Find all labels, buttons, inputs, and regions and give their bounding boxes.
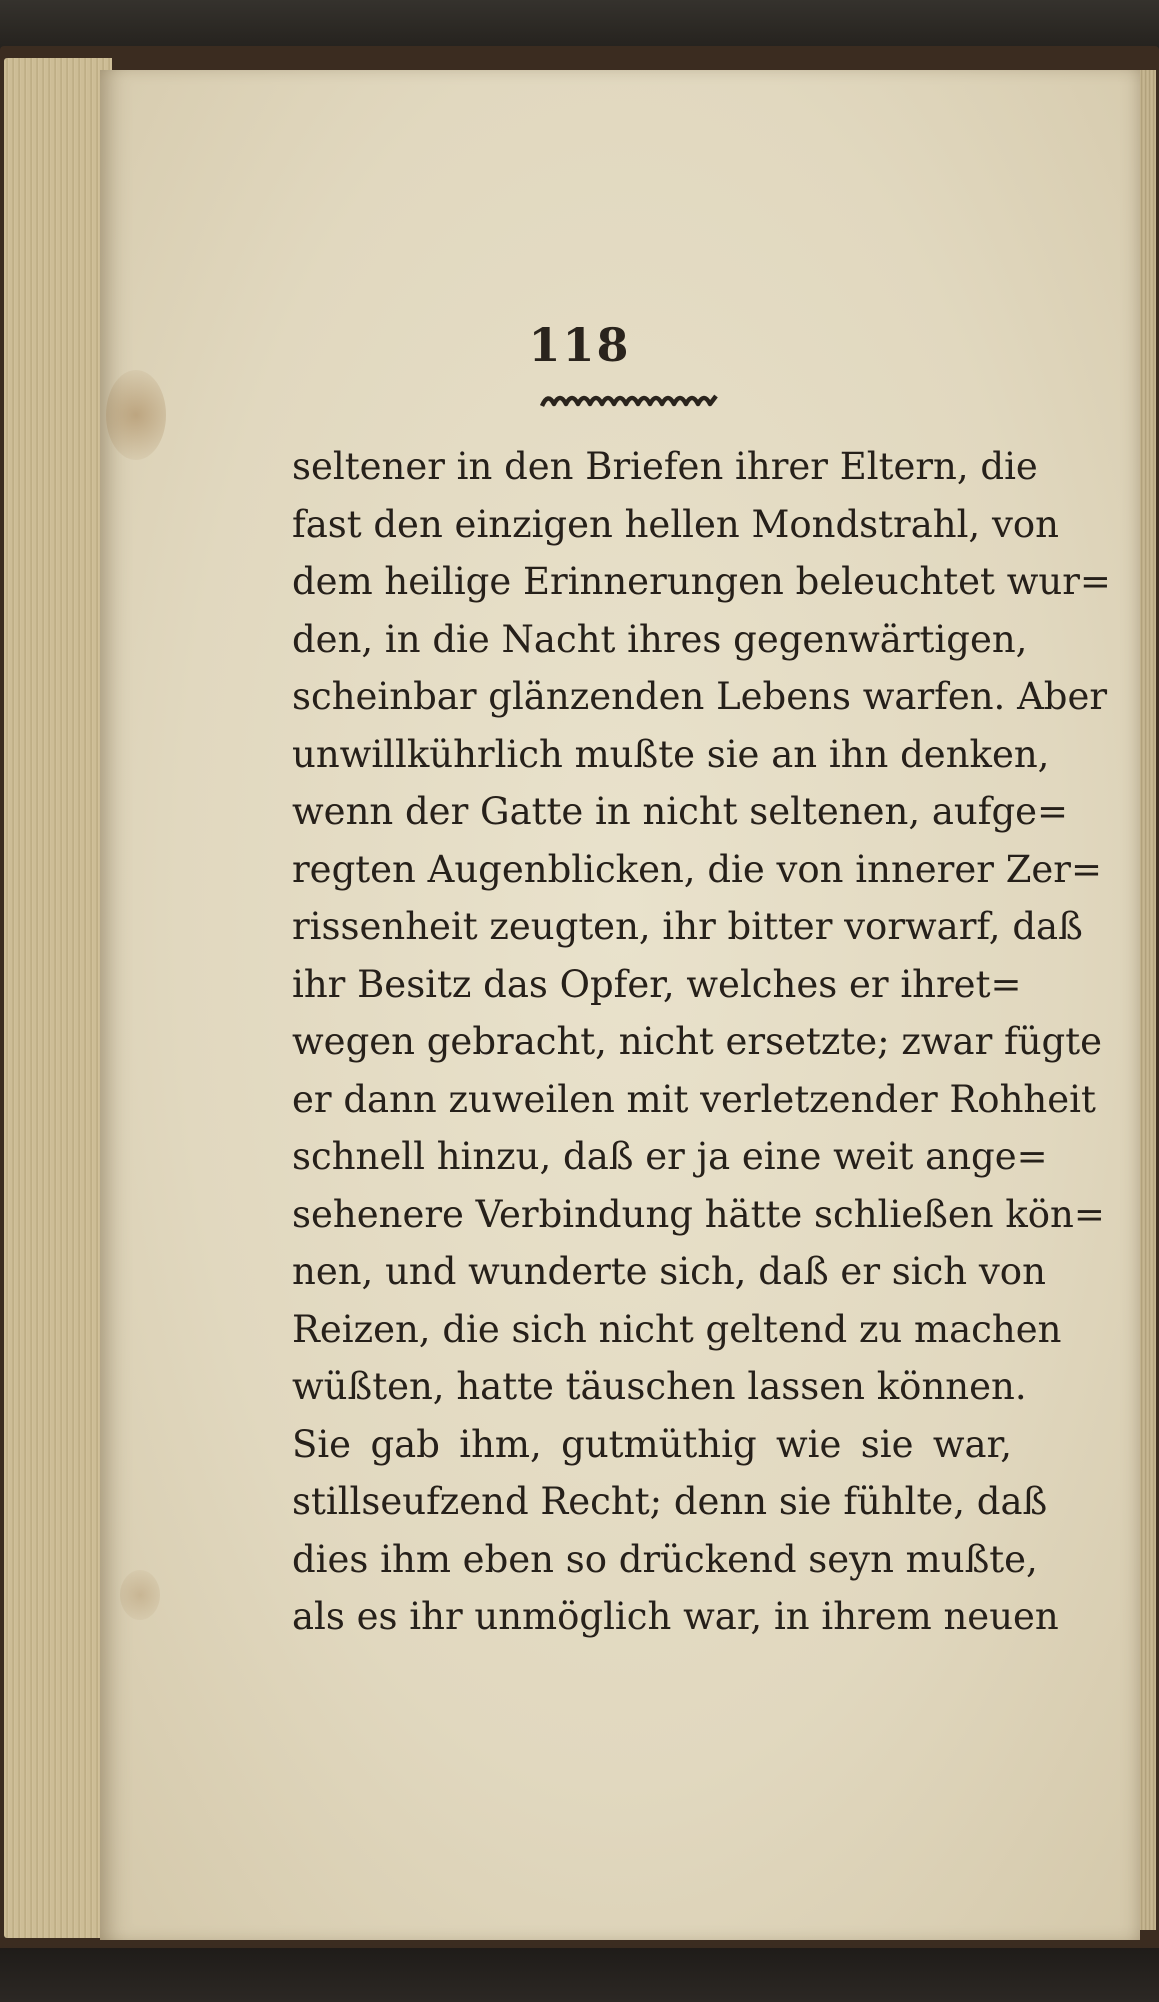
- text-line: sehenere Verbindung hätte schließen kön=: [292, 1192, 1105, 1236]
- page-number: 118: [528, 318, 631, 372]
- text-line: ihr Besitz das Opfer, welches er ihret=: [292, 962, 1022, 1006]
- text-line: nen, und wunderte sich, daß er sich von: [292, 1250, 1046, 1293]
- background-top: [0, 0, 1159, 52]
- wave-ornament-icon: [540, 388, 720, 414]
- text-line: wüßten, hatte täuschen lassen können.: [292, 1365, 1027, 1408]
- text-line: er dann zuweilen mit verletzender Rohheit: [292, 1077, 1096, 1121]
- body-text: [292, 438, 1111, 1646]
- text-line: dem heilige Erinnerungen beleuchtet wur=: [292, 560, 1111, 603]
- text-line: schnell hinzu, daß er ja eine weit ange=: [292, 1135, 1048, 1178]
- text-line: stillseufzend Recht; denn sie fühlte, daß: [292, 1480, 1048, 1523]
- text-line: dies ihm eben so drückend seyn mußte,: [292, 1537, 1038, 1581]
- text-line: Sie gab ihm, gutmüthig wie sie war,: [292, 1422, 1012, 1466]
- text-line: fast den einzigen hellen Mondstrahl, von: [292, 502, 1059, 546]
- text-line: scheinbar glänzenden Lebens warfen. Aber: [292, 675, 1108, 718]
- text-line: wenn der Gatte in nicht seltenen, aufge=: [292, 790, 1069, 833]
- text-line: als es ihr unmöglich war, in ihrem neuen: [292, 1595, 1059, 1638]
- paper-stain: [120, 1570, 160, 1620]
- text-line: rissenheit zeugten, ihr bitter vorwarf, daß: [292, 905, 1083, 948]
- text-line: seltener in den Briefen ihrer Eltern, die: [292, 445, 1038, 488]
- text-line: regten Augenblicken, die von innerer Zer=: [292, 847, 1102, 891]
- text-line: Reizen, die sich nicht geltend zu machen: [292, 1307, 1062, 1351]
- text-line: den, in die Nacht ihres gegenwärtigen,: [292, 617, 1028, 661]
- text-line: unwillkührlich mußte sie an ihn denken,: [292, 732, 1050, 776]
- text-line: wegen gebracht, nicht ersetzte; zwar fügte: [292, 1020, 1103, 1063]
- paper-stain: [106, 370, 166, 460]
- background-bottom: [0, 1948, 1159, 2002]
